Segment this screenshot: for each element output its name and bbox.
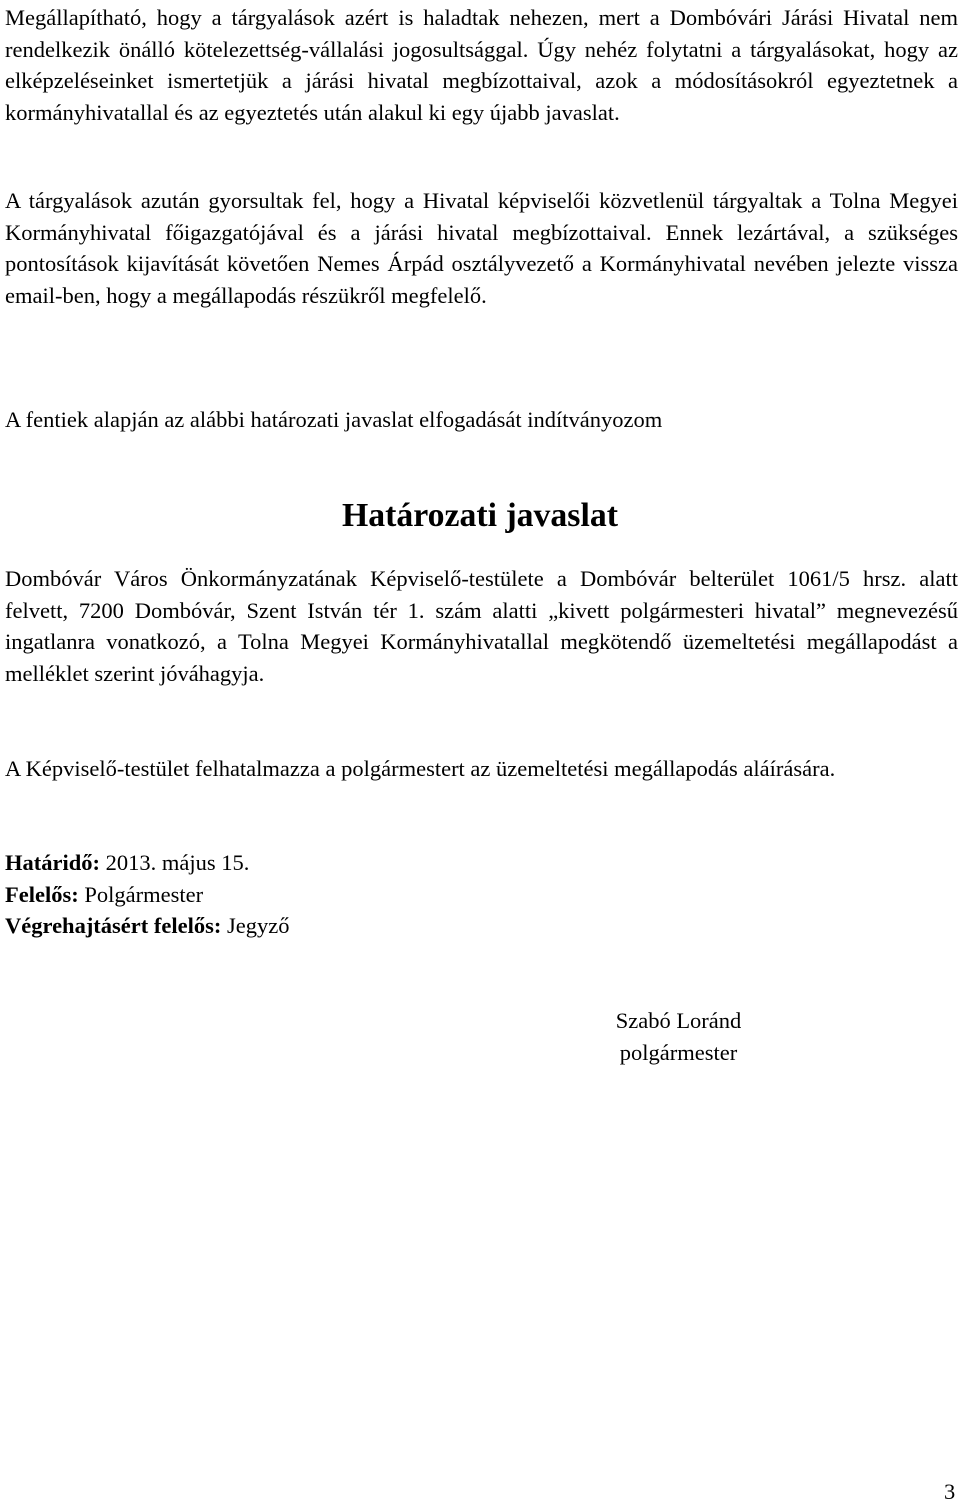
responsible-label: Felelős: <box>5 881 79 907</box>
resolution-text: Dombóvár Város Önkormányzatának Képviselő-testülete a Dombóvár belterület 1061/5 hrsz. alatt felvett, 7200 Dombóvár, Szent István tér 1. szám alatti „kivett polgármesteri hivatal” megnevezésű ingatlanra vonatkozó, a Tolna Megyei Kormányhivatallal megkötendő üzemeltetési megállapodást a melléklet szerint jóváhagyja. <box>5 566 958 686</box>
authorization-text: A Képviselő-testület felhatalmazza a polgármestert az üzemeltetési megállapodás aláírására. <box>5 756 836 781</box>
intro-paragraph: Megállapítható, hogy a tárgyalások azért is haladtak nehezen, mert a Dombóvári Járási Hivatal nem rendelkezik önálló kötelezettség-vállalási jogosultsággal. Úgy nehéz folytatni a tárgyalásokat, hogy az elképzeléseinket ismertetjük a járási hivatal megbízottaival, azok a módosításokról egyeztetnek a kormányhivatallal és az egyeztetés után alakul ki egy újabb javaslat. <box>5 5 958 125</box>
proposal-intro-paragraph: A fentiek alapján az alábbi határozati javaslat elfogadását indítványozom <box>5 407 663 432</box>
resolution-meta <box>5 847 289 942</box>
executor-value: Jegyző <box>221 913 290 939</box>
resolution-heading: Határozati javaslat <box>342 497 618 534</box>
deadline-value: 2013. május 15. <box>100 850 250 875</box>
responsible-line <box>5 879 289 911</box>
signatory-title: polgármester <box>619 1039 738 1065</box>
executor-line <box>5 910 289 942</box>
page-number: 3 <box>944 1479 956 1504</box>
executor-label: Végrehajtásért felelős: <box>5 913 222 939</box>
negotiation-paragraph: A tárgyalások azután gyorsultak fel, hogy a Hivatal képviselői közvetlenül tárgyaltak a Tolna Megyei Kormányhivatal főigazgatójával és a járási hivatal megbízottaival. Ennek lezártával, a szükséges pontosítások kijavítását követően Nemes Árpád osztályvezető a Kormányhivatal nevében jelezte vissza email-ben, hogy a megállapodás részükről megfelelő. <box>5 188 958 308</box>
signature-block <box>560 1005 797 1068</box>
deadline-line <box>5 847 289 879</box>
responsible-value: Polgármester <box>78 881 204 907</box>
signatory-name: Szabó Loránd <box>615 1008 742 1033</box>
deadline-label: Határidő: <box>5 850 100 875</box>
